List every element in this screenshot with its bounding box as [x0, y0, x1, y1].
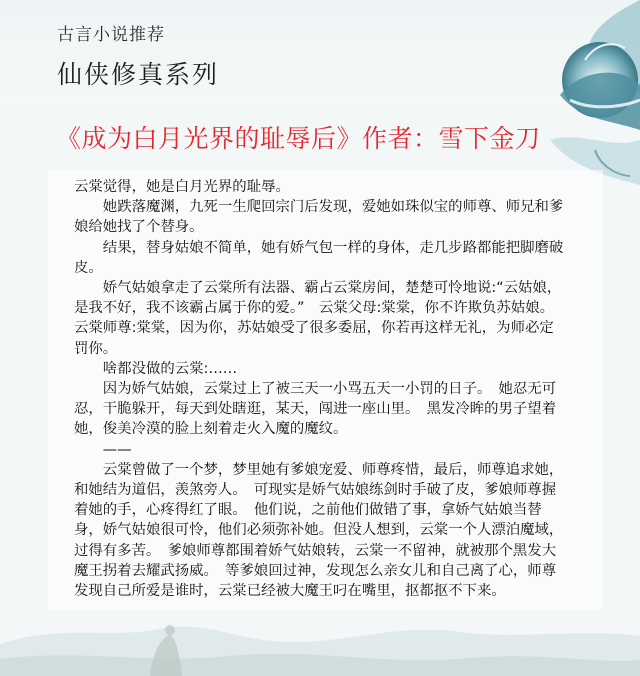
book-heading: 《成为白月光界的耻辱后》作者：雪下金刀 [56, 124, 541, 153]
mountain-mist-decoration [0, 584, 640, 676]
summary-paragraph: 她跌落魔渊，九死一生爬回宗门后发现，爱她如珠似宝的师尊、师兄和爹娘给她找了个替身。 [74, 199, 564, 236]
lotus-swirl-decoration [490, 0, 640, 185]
summary-paragraph: 云棠觉得，她是白月光界的耻辱。 [74, 179, 290, 195]
summary-paragraph: 娇气姑娘拿走了云棠所有法器、霸占云棠房间，楚楚可怜地说:“云姑娘，是我不好，我不该霸占属于你的爱。” 云棠父母:棠棠，你不许欺负苏姑娘。 云棠师尊:棠棠，因为你，苏姑娘受了很多委屈，你若再这样无礼，为师必定罚你。 [74, 280, 562, 357]
series-title: 仙侠修真系列 [57, 60, 220, 89]
summary-paragraph: 因为娇气姑娘，云棠过上了被三天一小骂五天一小罚的日子。 她忍无可忍，干脆躲开，每天到处瞎逛，某天，闯进一座山里。 黑发冷眸的男子望着她，俊美冷漠的脸上刻着走火入魔的魔纹。 [74, 381, 557, 438]
series-tag: 古言小说推荐 [57, 25, 165, 45]
summary-paragraph: 云棠曾做了一个梦，梦里她有爹娘宠爱、师尊疼惜，最后，师尊追求她，和她结为道侣，羡煞旁人。 可现实是娇气姑娘练剑时手破了皮，爹娘师尊握着她的手，心疼得红了眼。 他们说，之前他们做错了事，拿娇气姑娘当替身，娇气姑娘很可怜，他们必须弥补她。但没人想到，云棠一个人漂泊魔域，过得有多苦。 爹娘师尊都围着娇气姑娘转，云棠一不留神，就被那个黑发大魔王拐着去耀武扬威。 等爹娘回过神，发现怎么亲女儿和自己离了心，师尊发现自己所爱是谁时，云棠已经被大魔王叼在嘴里，抠都抠不下来。 [74, 461, 564, 600]
summary-paragraph: 啥都没做的云棠:…… [102, 360, 238, 377]
summary-text [74, 177, 564, 601]
section-divider: —— [102, 441, 132, 458]
summary-paragraph: 结果，替身姑娘不简单，她有娇气包一样的身体，走几步路都能把脚磨破皮。 [74, 239, 564, 276]
